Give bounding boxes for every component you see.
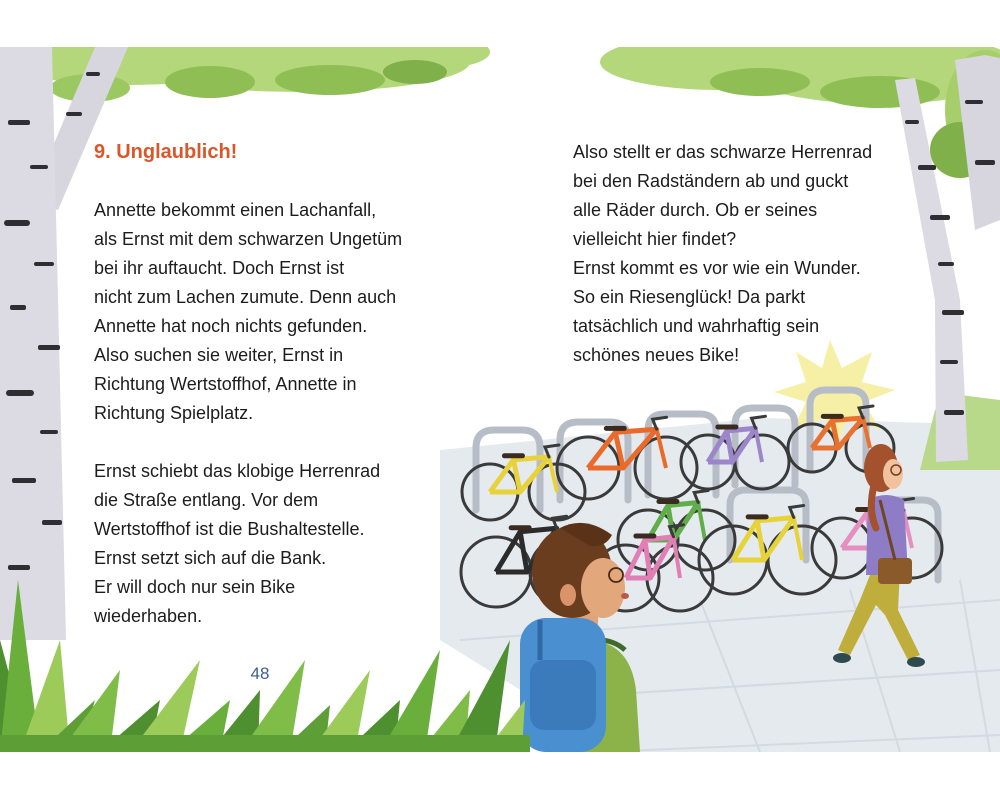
paragraph [573,138,872,370]
bicycle-handlebar [653,417,667,429]
top-margin [0,0,1000,47]
text-line: Also suchen sie weiter, Ernst in [94,345,344,365]
text-line: So ein Riesenglück! Da parkt [573,287,806,307]
text-line: Ernst setzt sich auf die Bank. [94,548,327,568]
left-page-text [94,196,402,631]
bottom-margin [0,752,1000,800]
text-line: Ernst schiebt das klobige Herrenrad [94,461,381,481]
text-line: bei ihr auftaucht. Doch Ernst ist [94,258,345,278]
text-line: Richtung Wertstoffhof, Annette in [94,374,357,394]
text-line: als Ernst mit dem schwarzen Ungetüm [94,229,403,249]
text-line: Wertstoffhof ist die Bushaltestelle. [94,519,365,539]
text-line: alle Räder durch. Ob er seines [573,200,818,220]
text-line: Also stellt er das schwarze Herrenrad [573,142,873,162]
text-line: nicht zum Lachen zumute. Denn auch [94,287,397,307]
page-number: 48 [250,664,270,683]
text-line: Er will doch nur sein Bike [94,577,296,597]
text-line: bei den Radständern ab und guckt [573,171,849,191]
text-line: wiederhaben. [94,606,203,626]
text-line: vielleicht hier findet? [573,229,737,249]
paragraph [94,457,402,631]
text-line: Richtung Spielplatz. [94,403,254,423]
right-page-text [573,138,872,370]
paragraph [94,196,402,428]
chapter-title: 9. Unglaublich! [94,141,238,163]
text-line: Ernst kommt es vor wie ein Wunder. [573,258,861,278]
text-line: die Straße entlang. Vor dem [94,490,319,510]
text-line: Annette hat noch nichts gefunden. [94,316,368,336]
text-line: tatsächlich und wahrhaftig sein [573,316,820,336]
text-line: Annette bekommt einen Lachanfall, [94,200,377,220]
text-line: schönes neues Bike! [573,345,740,365]
